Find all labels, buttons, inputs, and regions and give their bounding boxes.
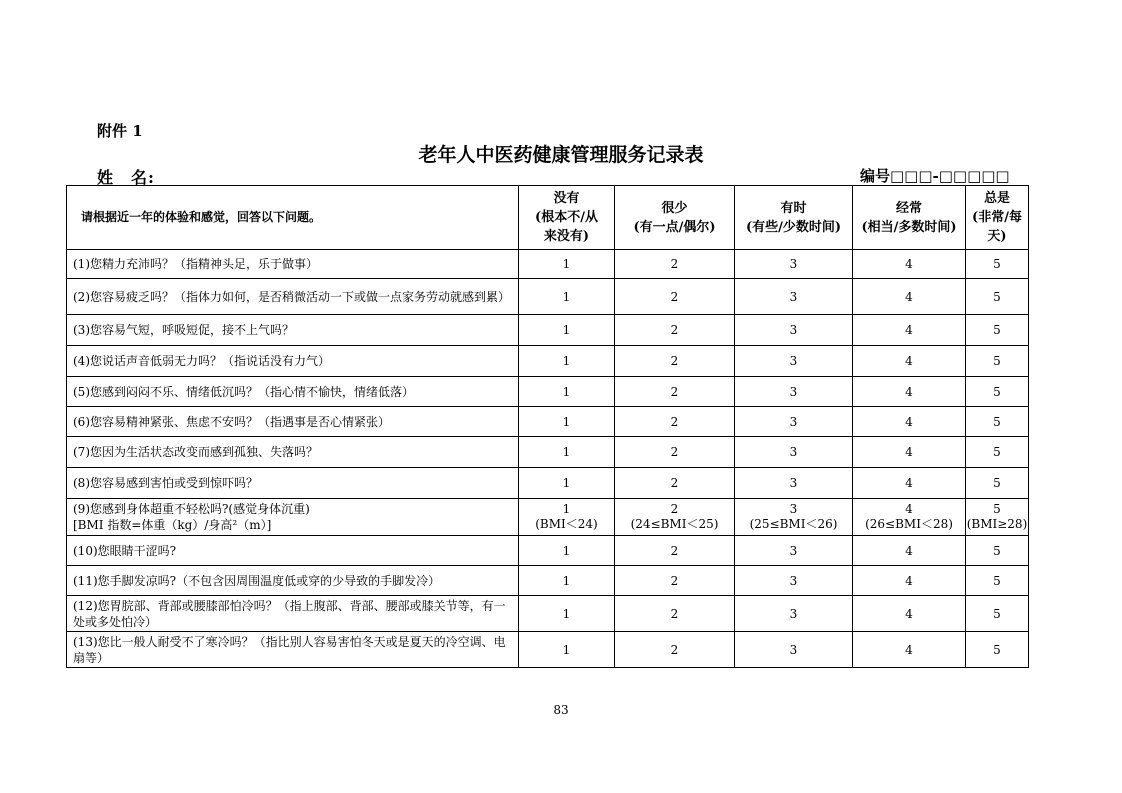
score-cell[interactable]: 4 [853,377,966,407]
question-cell: (5)您感到闷闷不乐、情绪低沉吗？（指心情不愉快，情绪低落） [67,377,519,407]
record-number-label: 编号□□□-□□□□□ [860,167,1010,185]
score-cell[interactable]: 2 [615,596,735,632]
score-cell[interactable]: 2 [615,315,735,346]
score-cell[interactable]: 1 [519,437,615,468]
column-header-always [966,186,1029,250]
score-cell[interactable]: 3 [735,566,853,596]
score-cell[interactable]: 3 [735,250,853,279]
bmi-range: (24≤BMI＜25) [630,517,719,531]
bmi-range: (BMI＜24) [535,517,598,531]
score-value: 5 [993,502,1001,516]
score-cell[interactable]: 5 [966,315,1029,346]
score-cell[interactable]: 4 [853,596,966,632]
column-header-line: (有一点/偶尔) [633,219,716,235]
score-cell[interactable]: 1 [519,468,615,499]
question-text: (9)您感到身体超重不轻松吗?(感觉身体沉重) [73,502,310,516]
score-cell[interactable]: 5 [966,346,1029,377]
table-row [67,346,1029,377]
score-cell[interactable]: 1 [519,566,615,596]
document-title: 老年人中医药健康管理服务记录表 [418,144,704,166]
column-header-line: (根本不/从 [535,210,598,225]
question-cell: (10)您眼睛干涩吗? [67,536,519,566]
score-cell[interactable]: 2 [615,377,735,407]
column-header-often [853,186,966,250]
score-cell[interactable]: 5 [966,407,1029,437]
score-cell[interactable]: 4 [853,250,966,279]
score-cell[interactable]: 1 [519,315,615,346]
score-cell[interactable]: 2 [615,566,735,596]
attachment-label: 附件 1 [97,122,143,140]
bmi-range: (25≤BMI＜26) [749,517,838,531]
score-cell[interactable]: 4 [853,566,966,596]
score-cell[interactable]: 2 [615,536,735,566]
column-header-sometimes [735,186,853,250]
score-cell[interactable]: 5 [966,377,1029,407]
score-cell[interactable]: 4 [853,437,966,468]
score-cell[interactable]: 1 [519,250,615,279]
column-header-line: 总是 [983,191,1010,206]
score-cell[interactable] [966,499,1029,536]
score-cell[interactable]: 1 [519,279,615,315]
score-cell[interactable]: 1 [519,536,615,566]
health-assessment-table [66,185,1029,668]
question-cell: (3)您容易气短，呼吸短促，接不上气吗？ [67,315,519,346]
score-cell[interactable]: 5 [966,250,1029,279]
score-cell[interactable]: 3 [735,596,853,632]
score-cell[interactable]: 4 [853,632,966,668]
table-row [67,536,1029,566]
score-cell[interactable]: 4 [853,536,966,566]
score-cell[interactable]: 1 [519,377,615,407]
table-row [67,499,1029,536]
score-cell[interactable]: 3 [735,632,853,668]
question-cell: (2)您容易疲乏吗？（指体力如何，是否稍微活动一下或做一点家务劳动就感到累） [67,279,519,315]
column-header-line: 没有 [553,191,580,206]
bmi-formula: [BMI 指数=体重（kg）/身高²（m）] [73,518,272,532]
score-cell[interactable]: 4 [853,468,966,499]
score-value: 3 [789,502,798,516]
score-cell[interactable]: 3 [735,377,853,407]
question-cell: (4)您说话声音低弱无力吗？（指说话没有力气） [67,346,519,377]
question-cell: (6)您容易精神紧张、焦虑不安吗？（指遇事是否心情紧张） [67,407,519,437]
score-cell[interactable]: 3 [735,536,853,566]
bmi-range: (26≤BMI＜28) [865,517,953,531]
score-cell[interactable] [519,499,615,536]
table-header-row [67,186,1029,250]
table-row [67,437,1029,468]
score-cell[interactable]: 5 [966,596,1029,632]
score-cell[interactable]: 2 [615,632,735,668]
question-cell: (8)您容易感到害怕或受到惊吓吗？ [67,468,519,499]
table-row [67,468,1029,499]
score-cell[interactable]: 5 [966,536,1029,566]
score-cell[interactable]: 3 [735,346,853,377]
bmi-range: (BMI≥28) [966,517,1028,531]
column-header-line: 经常 [895,200,922,216]
score-cell[interactable]: 2 [615,279,735,315]
column-header-line: (有些/少数时间) [745,219,842,235]
question-cell: (12)您胃脘部、背部或腰膝部怕冷吗？（指上腹部、背部、腰部或膝关节等，有一处或多处怕冷） [67,596,519,632]
score-cell[interactable]: 5 [966,468,1029,499]
score-cell[interactable]: 4 [853,346,966,377]
question-cell: (11)您手脚发凉吗?（不包含因周围温度低或穿的少导致的手脚发冷） [67,566,519,596]
column-header-never [519,186,615,250]
column-header-line: 来没有) [543,229,590,244]
page-number: 83 [553,703,569,717]
column-header-line: 有时 [780,200,807,216]
score-cell[interactable]: 3 [735,315,853,346]
table-row [67,407,1029,437]
score-cell[interactable]: 2 [615,250,735,279]
score-cell[interactable]: 1 [519,346,615,377]
question-cell: (13)您比一般人耐受不了寒冷吗？（指比别人容易害怕冬天或是夏天的冷空调、电扇等） [67,632,519,668]
score-cell[interactable]: 3 [735,407,853,437]
table-row [67,315,1029,346]
score-cell[interactable] [615,499,735,536]
score-cell[interactable]: 1 [519,407,615,437]
instruction-header: 请根据近一年的体验和感觉，回答以下问题。 [67,186,519,250]
score-value: 4 [905,502,913,516]
score-cell[interactable]: 3 [735,468,853,499]
column-header-line: (相当/多数时间) [861,219,957,235]
column-header-line: (非常/每天) [972,210,1022,244]
table-row [67,279,1029,315]
score-cell[interactable]: 3 [735,437,853,468]
question-cell [67,499,519,536]
score-cell[interactable]: 5 [966,437,1029,468]
column-header-rarely [615,186,735,250]
score-cell[interactable]: 5 [966,566,1029,596]
score-cell[interactable]: 4 [853,407,966,437]
table-row [67,566,1029,596]
score-cell[interactable]: 4 [853,315,966,346]
score-value: 2 [670,502,679,516]
score-cell[interactable]: 5 [966,279,1029,315]
score-value: 1 [562,502,571,516]
question-cell: (7)您因为生活状态改变而感到孤独、失落吗？ [67,437,519,468]
score-cell[interactable] [735,499,853,536]
score-cell[interactable]: 2 [615,346,735,377]
column-header-line: 很少 [661,200,688,216]
name-field-label: 姓 名: [97,168,155,187]
table-row [67,377,1029,407]
score-cell[interactable]: 2 [615,468,735,499]
score-cell[interactable]: 1 [519,632,615,668]
question-cell: (1)您精力充沛吗？（指精神头足，乐于做事） [67,250,519,279]
score-cell[interactable]: 3 [735,279,853,315]
table-row [67,250,1029,279]
score-cell[interactable]: 5 [966,632,1029,668]
score-cell[interactable]: 1 [519,596,615,632]
table-row [67,632,1029,668]
score-cell[interactable]: 2 [615,407,735,437]
score-cell[interactable] [853,499,966,536]
score-cell[interactable]: 2 [615,437,735,468]
score-cell[interactable]: 4 [853,279,966,315]
table-row [67,596,1029,632]
